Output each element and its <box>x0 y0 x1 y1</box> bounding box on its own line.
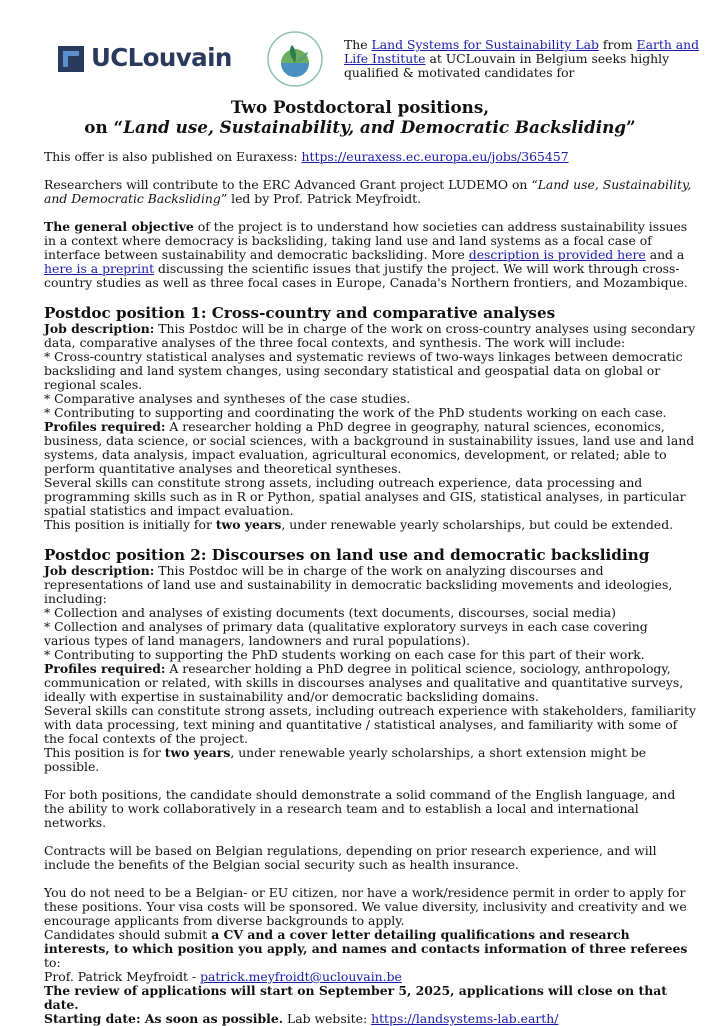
main-content <box>44 150 696 1026</box>
title-line-1: Two Postdoctoral positions, <box>230 97 490 117</box>
position-1-job-text: This Postdoc will be in charge of the work on cross-country analyses using secondary data, comparative analyses of the three focal contexts, and synthesis. The work will include: <box>44 321 696 350</box>
position-1-job <box>44 322 696 350</box>
preprint-link[interactable]: here is a preprint <box>44 261 155 276</box>
position-1-job-label: Job description: <box>44 321 155 336</box>
position-1-duration <box>44 518 696 532</box>
start-line <box>44 1012 696 1026</box>
review-line <box>44 984 696 1012</box>
euraxess-prefix: This offer is also published on Euraxess: <box>44 149 302 164</box>
position-2-duration-bold: two years <box>164 745 231 760</box>
application-prefix: Candidates should submit <box>44 927 212 942</box>
page-title <box>0 97 720 137</box>
position-2-duration-prefix: This position is for <box>44 745 165 760</box>
position-1-skills: Several skills can constitute strong assets, including outreach experience, data processing and programming skills such as in R or Python, spatial analyses and GIS, statistical analyses, in particular spatial statistics and impact evaluation. <box>44 475 686 518</box>
position-2-title: Postdoc position 2: Discourses on land use and democratic backsliding <box>44 546 650 564</box>
euraxess-link[interactable]: https://euraxess.ec.europa.eu/jobs/365457 <box>301 149 569 164</box>
intro-from: from <box>598 37 637 52</box>
header <box>0 30 720 90</box>
both-positions-paragraph: For both positions, the candidate should demonstrate a solid command of the English language, and the ability to work collaboratively in a research team and to establish a local and international networks. <box>44 787 676 830</box>
title-line-2 <box>0 117 720 137</box>
contact-name: Prof. Patrick Meyfroidt - <box>44 969 201 984</box>
objective-text-1: of the project is to understand how societies can address sustainability issues in a context where democracy is backsliding, taking land use and land systems as a focal case of interface between sustainability and democratic backsliding. More <box>44 219 688 262</box>
objective-text-2: and a <box>645 247 685 262</box>
intro-text <box>344 38 704 80</box>
position-2-skills: Several skills can constitute strong assets, including outreach experience with stakeholders, familiarity with data processing, text mining and quantitative / statistical analyses, and familiarity with some of the focal contexts of the project. <box>44 703 696 746</box>
lab-link[interactable]: Land Systems for Sustainability Lab <box>371 37 599 52</box>
objective-paragraph <box>44 220 696 290</box>
position-1-title: Postdoc position 1: Cross-country and comparative analyses <box>44 304 556 322</box>
uclouvain-mark-icon <box>58 46 84 72</box>
position-1-duration-bold: two years <box>215 517 282 532</box>
application-suffix: to: <box>44 955 61 970</box>
start-date: Starting date: As soon as possible. <box>44 1011 284 1026</box>
project-suffix: ” led by Prof. Patrick Meyfroidt. <box>220 191 422 206</box>
intro-prefix: The <box>344 37 372 52</box>
position-2-profiles-text: A researcher holding a PhD degree in political science, sociology, anthropology, communication or related, with skills in discourses analyses and qualitative and quantitative surveys, ideally with expertise in sustainability and/or democratic backsliding domains. <box>44 661 684 704</box>
description-link[interactable]: description is provided here <box>468 247 646 262</box>
objective-text-3: discussing the scientific issues that justify the project. We will work through cross-country studies as well as three focal cases in Europe, Canada's Northern frontiers, and Mozambique. <box>44 261 688 290</box>
project-paragraph <box>44 178 696 206</box>
position-1-profiles-label: Profiles required: <box>44 419 166 434</box>
position-1-duration-suffix: , under renewable yearly scholarships, but could be extended. <box>281 517 674 532</box>
position-2-profiles-label: Profiles required: <box>44 661 166 676</box>
eligibility-paragraph: You do not need to be a Belgian- or EU citizen, nor have a work/residence permit in order to apply for these positions. Your visa costs will be sponsored. We value diversity, inclusivity and creativity and we encourage applicants from diverse backgrounds to apply. <box>44 885 687 928</box>
position-1-profiles-text: A researcher holding a PhD degree in geography, natural sciences, economics, business, data science, or social sciences, with a background in sustainability issues, land use and land systems, data analysis, impact evaluation, agricultural economics, development, or related; able to perform quantitative analyses and theoretical syntheses. <box>44 419 695 476</box>
euraxess-paragraph <box>44 150 696 164</box>
contact-email-link[interactable]: patrick.meyfroidt@uclouvain.be <box>200 969 402 984</box>
contracts-paragraph: Contracts will be based on Belgian regulations, depending on prior research experience, and will include the benefits of the Belgian social security such as health insurance. <box>44 843 657 872</box>
contact-line <box>44 970 696 984</box>
position-1-bullet: * Cross-country statistical analyses and systematic reviews of two-ways linkages between democratic backsliding and land system changes, using secondary statistical and geospatial data on global or regional scales. <box>44 349 683 392</box>
earth-life-institute-logo <box>266 30 324 88</box>
institute-link[interactable]: Earth and Life Institute <box>344 37 700 66</box>
objective-label: The general objective <box>44 219 194 234</box>
position-2-job-text: This Postdoc will be in charge of the work on analyzing discourses and representations of land use and sustainability in democratic backsliding movements and ideologies, including: <box>44 563 673 606</box>
position-1-duration-prefix: This position is initially for <box>44 517 216 532</box>
website-label: Lab website: <box>283 1011 372 1026</box>
position-2-bullet: * Collection and analyses of existing documents (text documents, discourses, social media) <box>44 605 616 620</box>
review-text: The review of applications will start on September 5, 2025, applications will close on that date. <box>44 983 667 1012</box>
position-2-duration <box>44 746 696 774</box>
title-quote-close: ” <box>626 117 636 137</box>
intro-suffix: at UCLouvain in Belgium seeks highly qualified & motivated candidates for <box>344 51 670 80</box>
position-1-bullet: * Contributing to supporting and coordinating the work of the PhD students working on each case. <box>44 405 667 420</box>
position-2-profiles <box>44 662 696 704</box>
position-2-job-label: Job description: <box>44 563 155 578</box>
position-2-bullet: * Collection and analyses of primary data (qualitative exploratory surveys in each case covering various types of land managers, landowners and rural populations). <box>44 619 648 648</box>
title-quote-open: on “ <box>84 117 124 137</box>
uclouvain-logo-text: UCLouvain <box>91 43 232 72</box>
project-name: Land use, Sustainability, and Democratic Backsliding <box>44 177 692 206</box>
lab-website-link[interactable]: https://landsystems-lab.earth/ <box>371 1011 559 1026</box>
title-project-name: Land use, Sustainability, and Democratic Backsliding <box>123 117 627 137</box>
application-paragraph <box>44 928 696 970</box>
position-1-bullet: * Comparative analyses and syntheses of the case studies. <box>44 391 411 406</box>
position-2-job <box>44 564 696 606</box>
position-1-profiles <box>44 420 696 476</box>
position-2-duration-suffix: , under renewable yearly scholarships, a short extension might be possible. <box>44 745 647 774</box>
project-prefix: Researchers will contribute to the ERC Advanced Grant project LUDEMO on “ <box>44 177 538 192</box>
application-requirements: a CV and a cover letter detailing qualifications and research interests, to which position you apply, and names and contacts information of three referees <box>44 927 688 956</box>
position-2-bullet: * Contributing to supporting the PhD students working on each case for this part of their work. <box>44 647 645 662</box>
